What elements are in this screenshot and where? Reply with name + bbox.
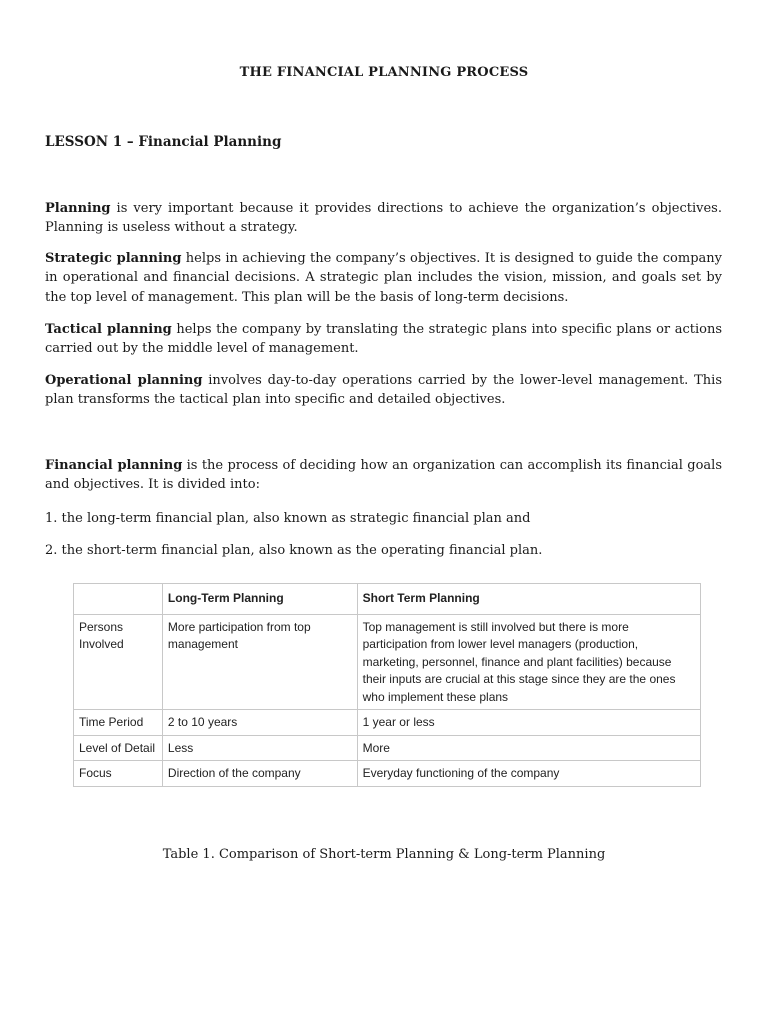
term-planning: Planning bbox=[45, 201, 111, 216]
paragraph-planning bbox=[45, 199, 722, 238]
comparison-table bbox=[73, 583, 701, 787]
table-row bbox=[74, 735, 701, 761]
table-cell: Everyday functioning of the company bbox=[357, 761, 700, 787]
term-financial-planning: Financial planning bbox=[45, 458, 183, 473]
table-cell: Less bbox=[162, 735, 357, 761]
paragraph-text: helps in achieving the company’s objectives. It is designed to guide the company in operational and financial decisions. A strategic plan includes the vision, mission, and goals set by the top level of management. This plan will be the basis of long-term decisions. bbox=[45, 251, 722, 305]
lesson-heading: LESSON 1 – Financial Planning bbox=[45, 134, 282, 150]
table-caption: Table 1. Comparison of Short-term Planning & Long-term Planning bbox=[162, 847, 606, 862]
paragraph-operational-planning bbox=[45, 371, 722, 410]
table-cell: Focus bbox=[74, 761, 163, 787]
term-strategic-planning: Strategic planning bbox=[45, 251, 182, 266]
table-cell: 1 year or less bbox=[357, 710, 700, 736]
table-cell: Top management is still involved but there is more participation from lower level managers (production, marketing, personnel, finance and plant facilities) because their inputs are crucial at this stage since they are the ones who implement these plans bbox=[357, 614, 700, 710]
table-cell: Time Period bbox=[74, 710, 163, 736]
table-row bbox=[74, 761, 701, 787]
paragraph-text: helps the company by translating the strategic plans into specific plans or actions carried out by the middle level of management. bbox=[45, 322, 722, 357]
table-header-row bbox=[74, 584, 701, 615]
table-row bbox=[74, 710, 701, 736]
table-cell: More participation from top management bbox=[162, 614, 357, 710]
table-cell: 2 to 10 years bbox=[162, 710, 357, 736]
term-tactical-planning: Tactical planning bbox=[45, 322, 172, 337]
table-row bbox=[74, 614, 701, 710]
list-item: 1. the long-term financial plan, also known as strategic financial plan and bbox=[45, 511, 531, 526]
table-cell: More bbox=[357, 735, 700, 761]
paragraph-financial-planning bbox=[45, 456, 722, 495]
paragraph-text: is the process of deciding how an organization can accomplish its financial goals and objectives. It is divided into: bbox=[45, 458, 723, 493]
table-cell: Level of Detail bbox=[74, 735, 163, 761]
term-operational-planning: Operational planning bbox=[45, 373, 203, 388]
table-header-cell: Short Term Planning bbox=[357, 584, 700, 615]
paragraph-text: involves day-to-day operations carried by the lower-level management. This plan transforms the tactical plan into specific and detailed objectives. bbox=[45, 373, 722, 408]
paragraph-strategic-planning bbox=[45, 249, 722, 307]
table-header-cell: Long-Term Planning bbox=[162, 584, 357, 615]
table-cell: Direction of the company bbox=[162, 761, 357, 787]
paragraph-text: is very important because it provides directions to achieve the organization’s objectives. Planning is useless without a strategy. bbox=[45, 201, 722, 236]
list-item: 2. the short-term financial plan, also known as the operating financial plan. bbox=[45, 543, 543, 558]
paragraph-tactical-planning bbox=[45, 320, 722, 359]
table-cell: Persons Involved bbox=[74, 614, 163, 710]
table-header-cell bbox=[74, 584, 163, 615]
document-title: THE FINANCIAL PLANNING PROCESS bbox=[239, 65, 529, 80]
